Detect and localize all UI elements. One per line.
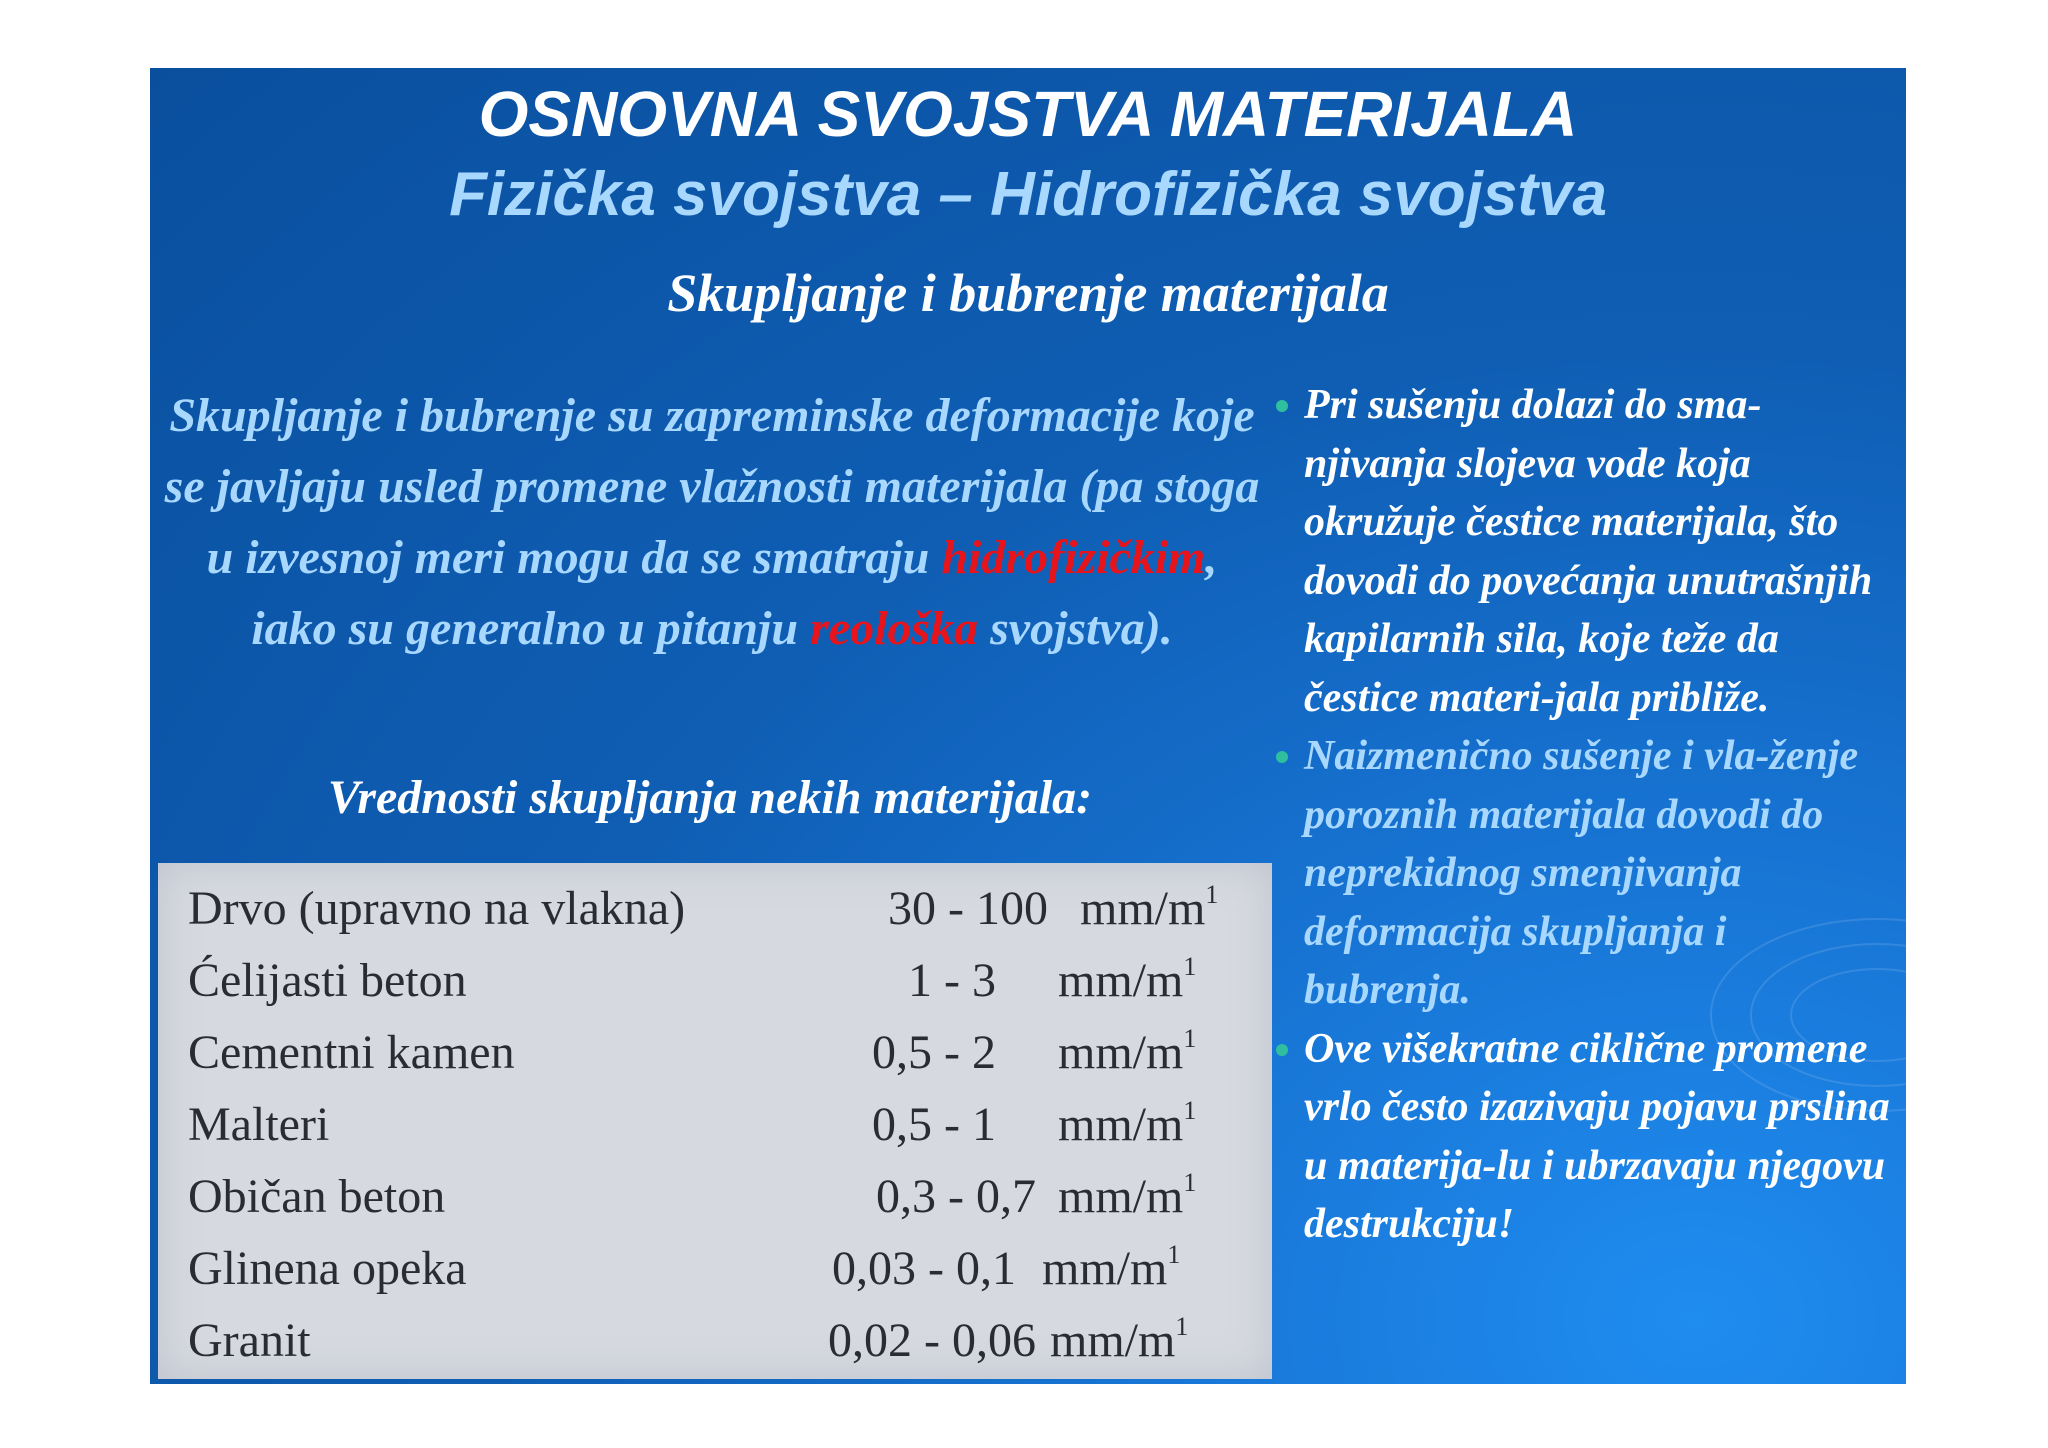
unit	[1042, 1233, 1180, 1305]
unit-text: mm/m	[1058, 1170, 1184, 1223]
unit-text: mm/m	[1042, 1242, 1168, 1295]
values-heading: Vrednosti skupljanja nekih materijala:	[327, 771, 1093, 824]
intro-text-part2: , iako su generalno u pitanju	[251, 531, 1218, 655]
bullet-dot-icon	[1276, 400, 1288, 412]
shrinkage-value: 0,5 - 2	[872, 1026, 996, 1079]
unit-text: mm/m	[1080, 882, 1206, 935]
material-name: Granit	[188, 1314, 311, 1367]
bullet-text: Pri sušenju dolazi do sma-njivanja slojeva vode koja okružuje čestice materijala, što dovodi do povećanja unutrašnjih kapilarnih sila, koje teže da čestice materi-jala približe.	[1304, 382, 1873, 721]
shrinkage-value: 0,03 - 0,1	[832, 1242, 1016, 1295]
table-row	[158, 945, 1272, 1017]
table-row	[158, 1017, 1272, 1089]
unit-text: mm/m	[1050, 1314, 1176, 1367]
bullet-dot-icon	[1276, 1044, 1288, 1056]
unit	[1058, 1161, 1196, 1233]
shrinkage-value: 30 - 100	[888, 882, 1048, 935]
unit-exponent: 1	[1205, 880, 1219, 909]
unit-text: mm/m	[1058, 954, 1184, 1007]
intro-highlight-reoloska: reološka	[810, 602, 979, 655]
bullet-text: Naizmenično sušenje i vla-ženje poroznih materijala dovodi do neprekidnog smenjivanja deformacija skupljanja i bubrenja.	[1304, 733, 1859, 1013]
material-name: Cementni kamen	[188, 1026, 515, 1079]
shrinkage-value: 1 - 3	[908, 954, 996, 1007]
slide-title: OSNOVNA SVOJSTVA MATERIJALA	[478, 78, 1578, 150]
slide	[150, 68, 1906, 1384]
unit-exponent: 1	[1183, 952, 1197, 981]
table-row	[158, 1161, 1272, 1233]
unit-exponent: 1	[1183, 1168, 1197, 1197]
bullet-dot-icon	[1276, 751, 1288, 763]
unit-exponent: 1	[1183, 1024, 1197, 1053]
intro-text-part3: svojstva).	[978, 602, 1173, 655]
intro-paragraph	[164, 380, 1260, 664]
material-name: Drvo (upravno na vlakna)	[188, 882, 686, 935]
table-row	[158, 1089, 1272, 1161]
bullet-item-alternating	[1270, 727, 1900, 1020]
table-row	[158, 1233, 1272, 1305]
unit-text: mm/m	[1058, 1098, 1184, 1151]
unit-exponent: 1	[1183, 1096, 1197, 1125]
table-row	[158, 873, 1272, 945]
section-heading: Skupljanje i bubrenje materijala	[667, 263, 1389, 323]
bullet-text: Ove višekratne ciklične promene vrlo često izazivaju pojavu prslina u materija-lu i ubrzavaju njegovu destrukciju!	[1304, 1025, 1890, 1247]
shrinkage-value: 0,3 - 0,7	[876, 1170, 1036, 1223]
slide-subtitle: Fizička svojstva – Hidrofizička svojstva	[449, 160, 1607, 229]
shrinkage-value: 0,5 - 1	[872, 1098, 996, 1151]
bullet-item-cyclic	[1270, 1020, 1900, 1254]
bullet-item-drying	[1270, 376, 1900, 727]
intro-highlight-hidrofizickim: hidrofizičkim	[941, 531, 1206, 584]
material-name: Ćelijasti beton	[188, 954, 467, 1007]
unit	[1058, 1089, 1196, 1161]
unit	[1058, 945, 1196, 1017]
material-name: Običan beton	[188, 1170, 446, 1223]
unit-text: mm/m	[1058, 1026, 1184, 1079]
material-name: Glinena opeka	[188, 1242, 467, 1295]
bullet-list	[1270, 376, 1900, 1254]
material-name: Malteri	[188, 1098, 330, 1151]
unit	[1050, 1305, 1188, 1377]
shrinkage-table	[158, 863, 1272, 1379]
unit	[1058, 1017, 1196, 1089]
intro-text-part1: Skupljanje i bubrenje su zapreminske deformacije koje se javljaju usled promene vlažnosti materijala (pa stoga u izvesnoj meri mogu da se smatraju	[164, 389, 1260, 584]
unit-exponent: 1	[1175, 1312, 1189, 1341]
unit-exponent: 1	[1167, 1240, 1181, 1269]
unit	[1080, 873, 1218, 945]
shrinkage-value: 0,02 - 0,06	[828, 1314, 1036, 1367]
table-row	[158, 1305, 1272, 1377]
